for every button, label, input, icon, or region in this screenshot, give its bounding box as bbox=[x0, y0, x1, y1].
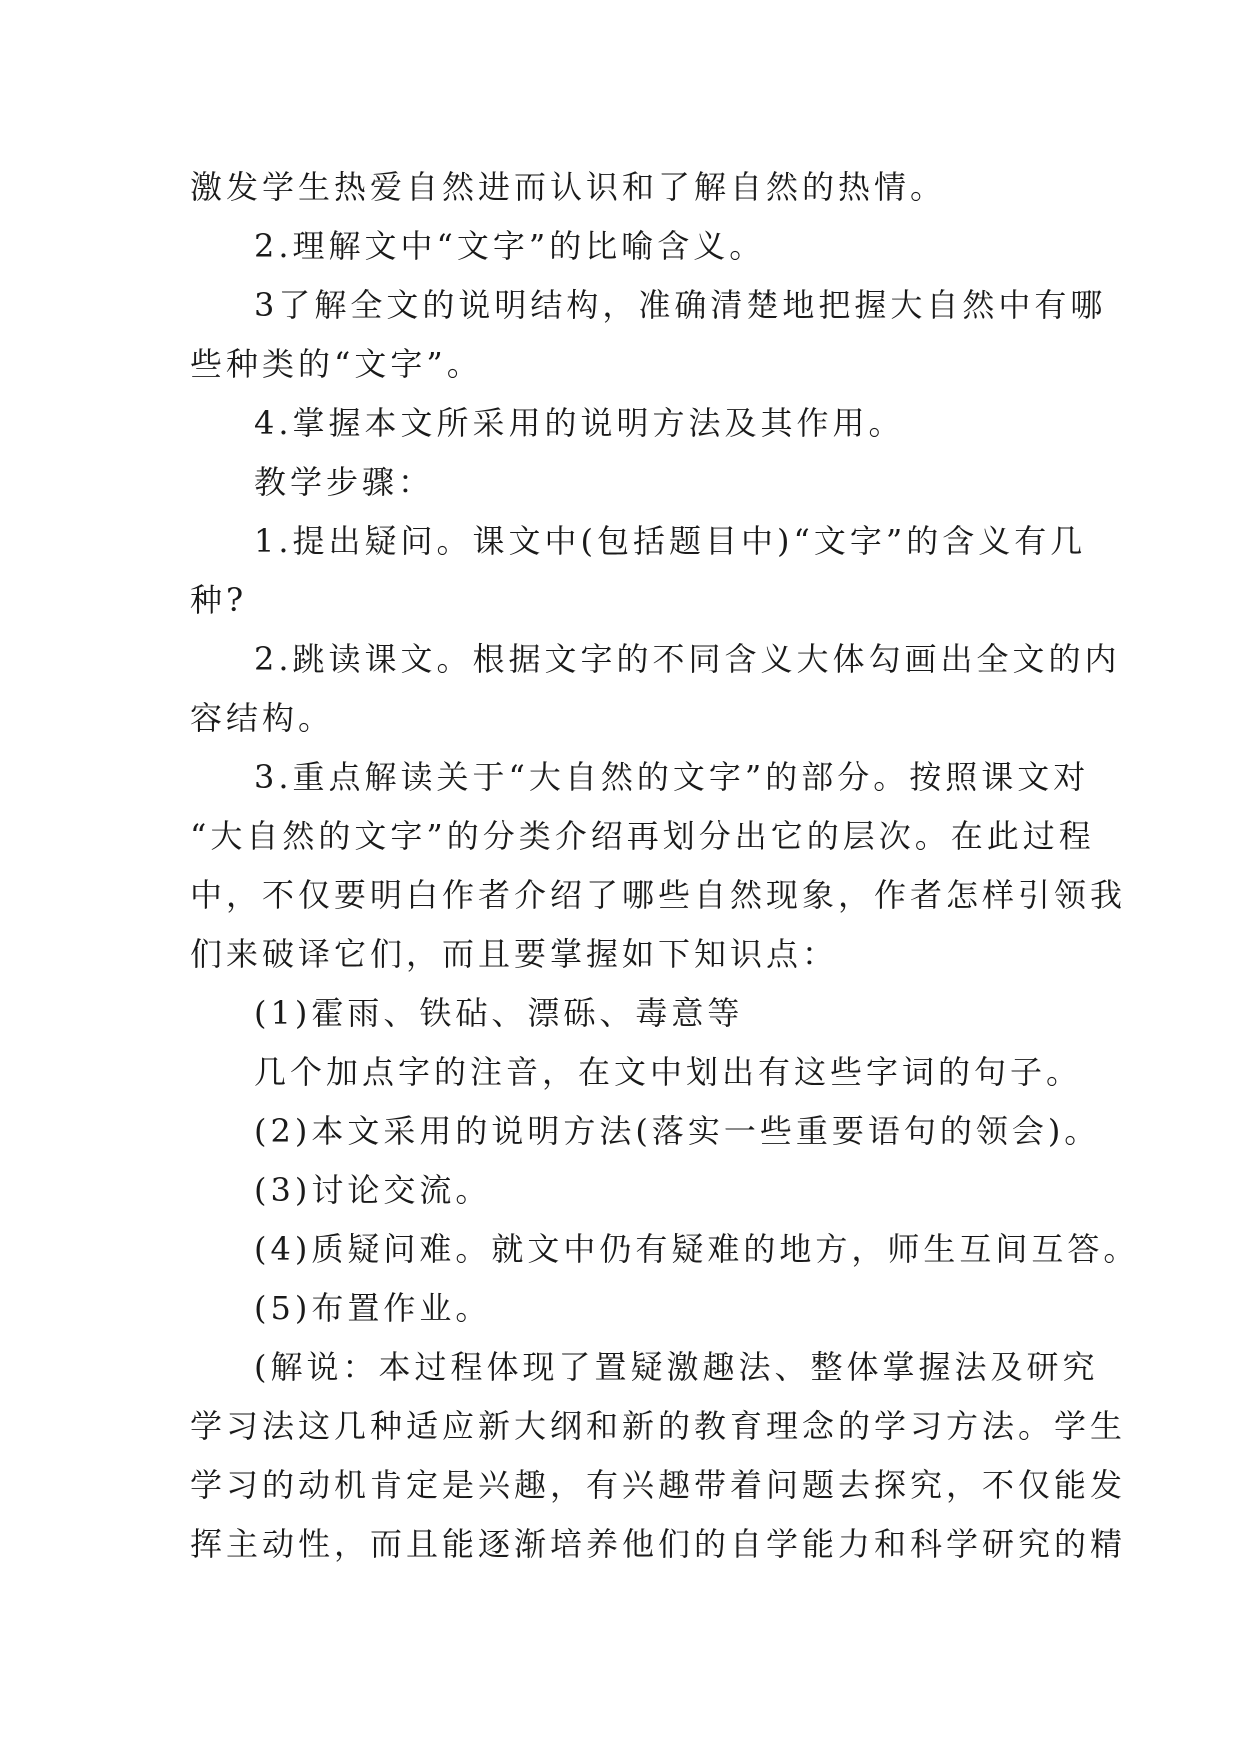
text-line: (2)本文采用的说明方法(落实一些重要语句的领会)。 bbox=[254, 1112, 1101, 1150]
text-line: 3了解全文的说明结构，准确清楚地把握大自然中有哪 bbox=[254, 286, 1107, 324]
text-line: (1)霍雨、铁砧、漂砾、毒意等 bbox=[254, 994, 744, 1032]
text-line: (4)质疑问难。就文中仍有疑难的地方，师生互间互答。 bbox=[254, 1230, 1140, 1268]
text-line: 1.提出疑问。课文中(包括题目中)“文字”的含义有几 bbox=[254, 522, 1087, 560]
text-line: 挥主动性，而且能逐渐培养他们的自学能力和科学研究的精 bbox=[190, 1525, 1127, 1563]
text-line: 们来破译它们，而且要掌握如下知识点： bbox=[190, 935, 839, 973]
text-line: 2.理解文中“文字”的比喻含义。 bbox=[254, 227, 766, 265]
text-line: 学习法这几种适应新大纲和新的教育理念的学习方法。学生 bbox=[190, 1407, 1127, 1445]
text-line: 些种类的“文字”。 bbox=[190, 345, 483, 383]
text-line: 4.掌握本文所采用的说明方法及其作用。 bbox=[254, 404, 905, 442]
text-line: 容结构。 bbox=[190, 699, 335, 737]
text-line: 教学步骤： bbox=[254, 463, 435, 501]
text-line: (解说：本过程体现了置疑激趣法、整体掌握法及研究 bbox=[254, 1348, 1099, 1386]
text-line: 3.重点解读关于“大自然的文字”的部分。按照课文对 bbox=[254, 758, 1090, 796]
text-line: (5)布置作业。 bbox=[254, 1289, 492, 1327]
text-line: 学习的动机肯定是兴趣，有兴趣带着问题去探究，不仅能发 bbox=[190, 1466, 1127, 1504]
text-line: 2.跳读课文。根据文字的不同含义大体勾画出全文的内 bbox=[254, 640, 1121, 678]
text-line: (3)讨论交流。 bbox=[254, 1171, 492, 1209]
text-line: 种? bbox=[190, 581, 248, 619]
text-line: 中，不仅要明白作者介绍了哪些自然现象，作者怎样引领我 bbox=[190, 876, 1127, 914]
text-line: 激发学生热爱自然进而认识和了解自然的热情。 bbox=[190, 168, 947, 206]
text-line: “大自然的文字”的分类介绍再划分出它的层次。在此过程 bbox=[190, 817, 1095, 855]
text-line: 几个加点字的注音，在文中划出有这些字词的句子。 bbox=[254, 1053, 1083, 1091]
document-body bbox=[190, 158, 1140, 1574]
